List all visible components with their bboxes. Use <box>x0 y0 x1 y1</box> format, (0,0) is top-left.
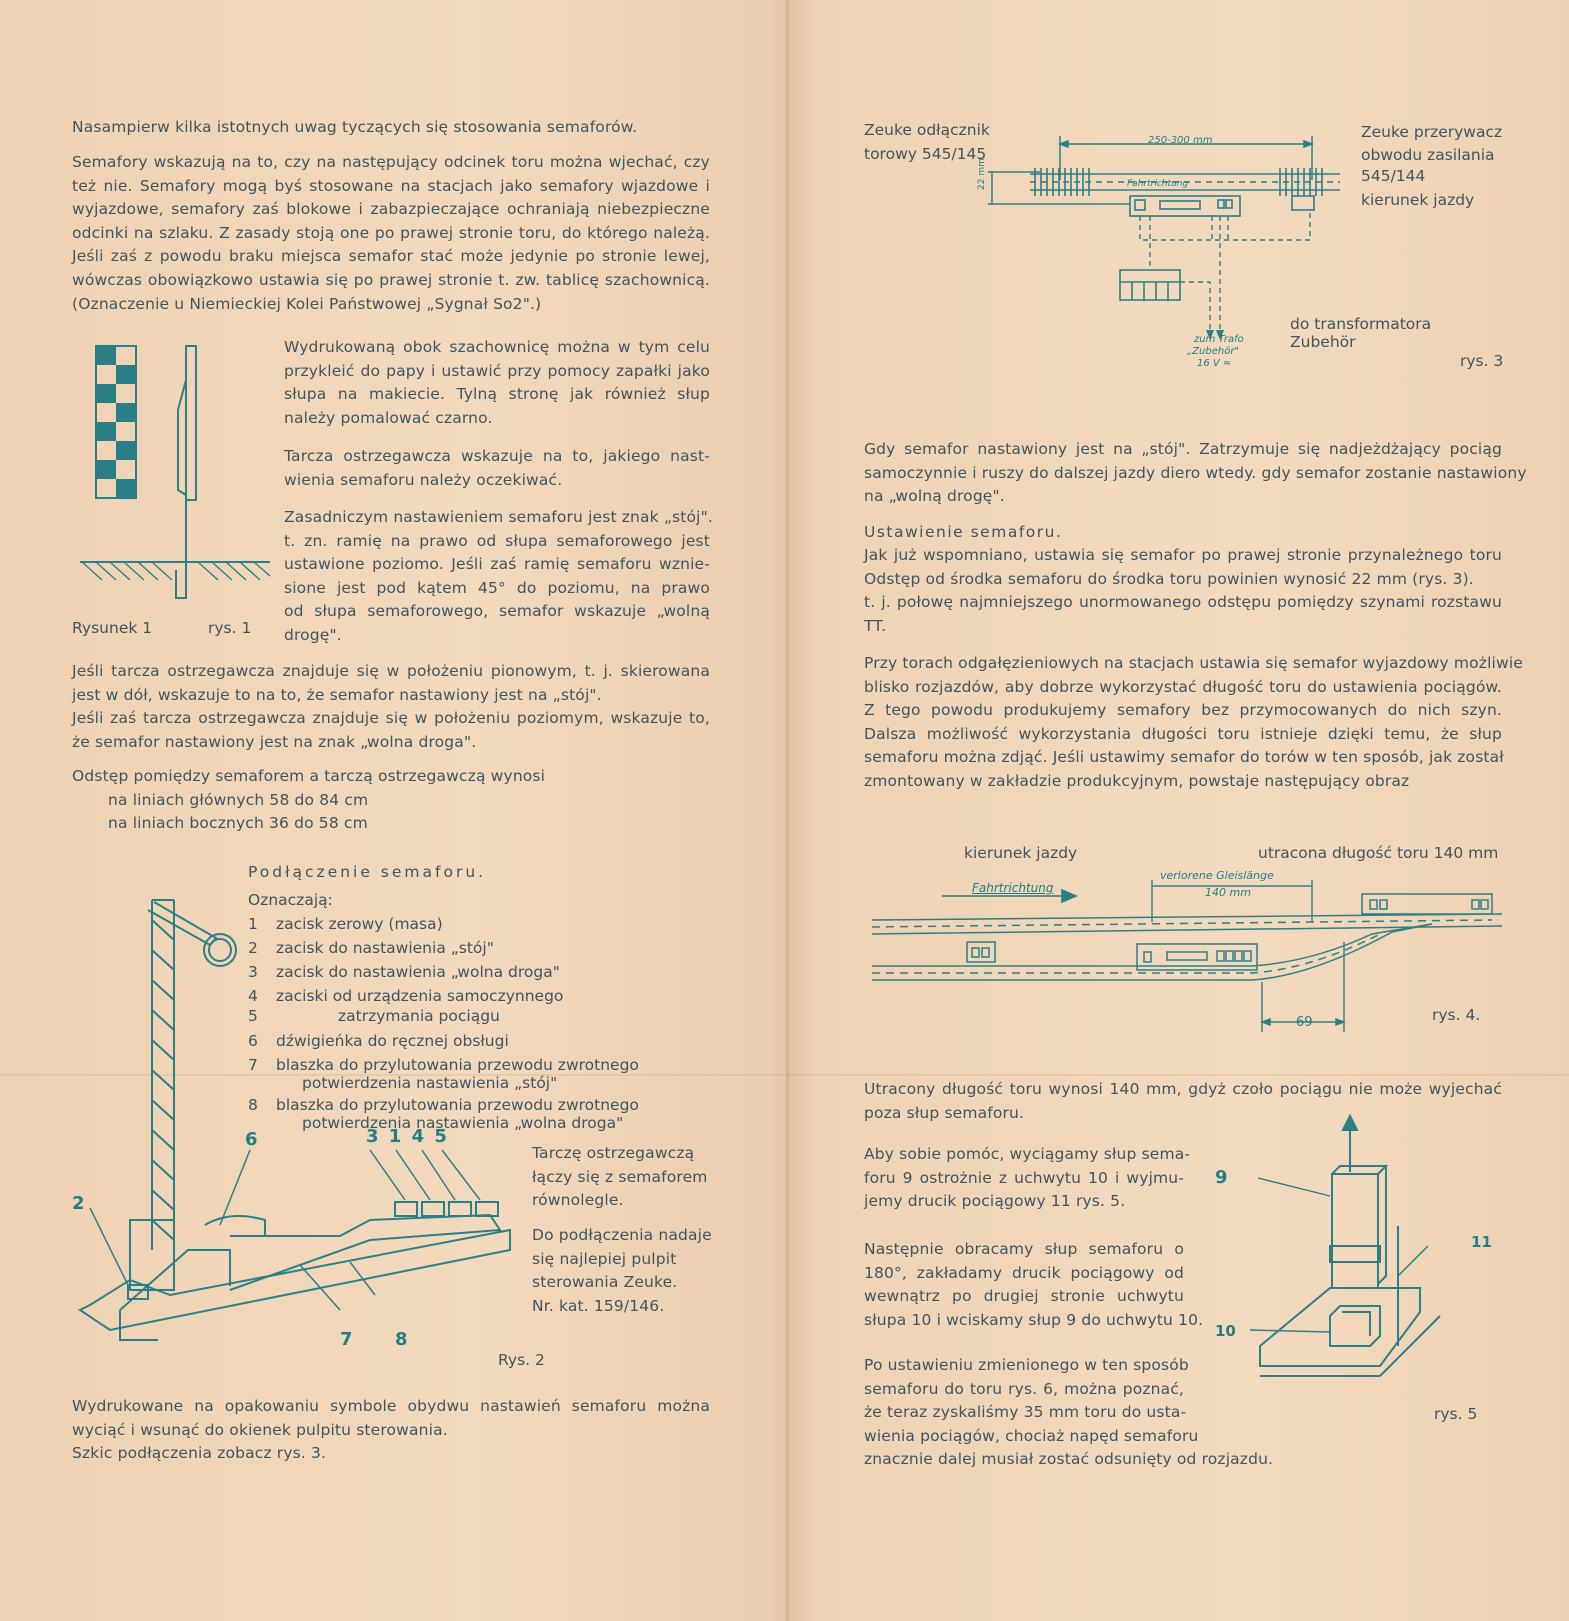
fig5-mast <box>1330 1166 1398 1346</box>
fig3-label-direction: kierunek jazdy <box>1361 191 1475 209</box>
paragraph-distance: Odstęp pomiędzy semaforem a tarczą ostrzegawczą wynosi na liniach głównych 58 do 84 cm na liniach bocznych 36 do 58 cm <box>72 767 546 833</box>
legend-text: zacisk do nastawienia „wolna droga" <box>276 963 560 981</box>
paragraph-basic-setting: Zasadniczym nastawieniem semaforu jest znak „stój". t. zn. ramię na prawo od słupa semaforowego jest ustawione poziomo. Jeśli zaś ramię semaforu wznie- sione jest pod kątem 45° do poziomu, na prawo od słupa semaforowego, semafor wskazuje „wolną drogę". <box>284 508 713 644</box>
figure-4-track-layout <box>872 862 1502 1032</box>
fig3-fahrtrichtung: Fahrtrichtung <box>1127 179 1189 189</box>
legend-number: 1 <box>248 915 258 933</box>
figure-1-checkerboard <box>80 340 280 610</box>
intro-heading: Nasampierw kilka istotnych uwag tyczących się stosowania semaforów. <box>72 118 638 136</box>
legend-number: 4 <box>248 987 258 1005</box>
paragraph-symbols: Wydrukowane na opakowaniu symbole obydwu nastawień semaforu można wyciąć i wsunąć do okienek pulpitu sterowania. Szkic podłączenia zobacz rys. 3. <box>72 1397 710 1463</box>
legend-intro: Oznaczają: <box>248 891 333 909</box>
figure-3-wiring-diagram <box>980 130 1340 360</box>
paragraph-branch-tracks: Przy torach odgałęzieniowych na stacjach ustawia się semafor wyjazdowy możliwie blisko rozjazdów, aby dobrze wykorzystać długość toru do ustawienia pociągów. Z tego powodu produkujemy semafory bez przymocowanych do nich szyn. Dalsza możliwość wykorzystania długości toru istnieje dzięki temu, że słup semaforu można zdjąć. Jeśli ustawimy semafor do torów w ten sposób, jak został zmontowany w zakładzie produkcyjnym, powstaje następujący obraz <box>864 654 1523 790</box>
fig3-label-interrupter-number: 545/144 <box>1361 167 1426 185</box>
fig4-caption: rys. 4. <box>1432 1006 1481 1024</box>
figure-2-number-7: 7 <box>340 1329 353 1350</box>
paragraph-pull-mast: Aby sobie pomóc, wyciągamy słup sema- foru 9 ostrożnie z uchwytu 10 i wyjmu- jemy drucik pociągowy 11 rys. 5. <box>864 1145 1191 1211</box>
fig3-dimension-label: 250-300 mm <box>1148 135 1213 146</box>
figure-2-numbers-3145: 3 1 4 5 <box>366 1126 449 1147</box>
paragraph-warning-disc: Tarcza ostrzegawcza wskazuje na to, jakiego nast- wienia semaforu należy oczekiwać. <box>284 447 710 489</box>
fig5-leader-lines <box>1250 1178 1428 1332</box>
legend-number: 5 <box>248 1007 258 1025</box>
side-text-control-panel: Do podłączenia nadaje się najlepiej pulpit sterowania Zeuke. Nr. kat. 159/146. <box>532 1226 712 1315</box>
figure-2-number-2: 2 <box>72 1193 85 1214</box>
legend-text: blaszka do przylutowania przewodu zwrotnego <box>276 1056 639 1074</box>
fig5-arrow <box>1343 1116 1357 1172</box>
legend-number: 8 <box>248 1096 258 1114</box>
legend-text: blaszka do przylutowania przewodu zwrotnego <box>276 1096 639 1114</box>
fig4-dimension-69: 69 <box>1296 1015 1313 1030</box>
legend-text: zaciski od urządzenia samoczynnego <box>276 987 564 1005</box>
legend-text: potwierdzenia nastawienia „wolna droga" <box>302 1114 624 1132</box>
figure-2-semaphore <box>70 890 510 1360</box>
paragraph-stop: Gdy semafor nastawiony jest na „stój". Zatrzymuje się nadjeżdżający pociąg samoczynnie i ruszy do dalszej jazdy diero wtedy. gdy semafor zostanie nastawiony na „wolną drogę". <box>864 440 1527 506</box>
fig3-label-interrupter: Zeuke przerywacz <box>1361 123 1503 141</box>
setup-heading: Ustawienie semaforu. <box>864 523 1063 541</box>
fig3-zubehor: Zubehör <box>1290 333 1356 351</box>
fig3-label-isolator: Zeuke odłącznik <box>864 121 990 139</box>
semaphore-base <box>80 1202 510 1340</box>
figure-2-number-8: 8 <box>395 1329 408 1350</box>
legend-number: 7 <box>248 1056 258 1074</box>
fig4-fahrtrichtung: Fahrtrichtung <box>972 881 1054 895</box>
fig4-label-direction: kierunek jazdy <box>964 844 1078 862</box>
legend-text: zatrzymania pociągu <box>338 1007 500 1025</box>
paragraph-checkerboard: Wydrukowaną obok szachownicę można w tym celu przykleić do papy i ustawić przy pomocy zapałki jako słupa na makiecie. Tylną stronę jak również słup należy pomalować czarno. <box>284 338 710 427</box>
paragraph-semaphores: Semafory wskazują na to, czy na następujący odcinek toru można wjechać, czy też nie. Semafory mogą byś stosowane na stacjach jako semafory wjazdowe i wyjazdowe, semafory zaś blokowe i zabazpieczające ochraniają niebezpieczne odcinki na szlaku. Z zasady stoją one po prawej stronie toru, do którego należą. Jeśli zaś z powodu braku miejsca semafor stać może jedynie po stronie lewej, wówczas obowiązkowo ustawia się po prawej stronie t. zw. tablicę szachownicą. (Oznaczenie u Niemieckiej Kolei Państwowej „Sygnał So2".) <box>72 153 710 313</box>
fig5-caption: rys. 5 <box>1434 1405 1478 1423</box>
fig3-semaphore-base <box>1130 196 1314 216</box>
fig5-number-9: 9 <box>1215 1167 1228 1188</box>
legend-text: dźwigieńka do ręcznej obsługi <box>276 1032 509 1050</box>
fig3-control-panel <box>1120 270 1180 300</box>
legend-text: zacisk do nastawienia „stój" <box>276 939 494 957</box>
paragraph-placement: Jak już wspomniano, ustawia się semafor po prawej stronie przynależnego toru Odstęp od środka semaforu do środka toru powinien wynosić 22 mm (rys. 3). t. j. połowę najmniejszego unormowanego odstępu pomiędzy szynami rozstawu TT. <box>864 546 1502 635</box>
fig3-trafo-2: „Zubehör" <box>1187 346 1240 357</box>
paragraph-disc-position: Jeśli tarcza ostrzegawcza znajduje się w położeniu pionowym, t. j. skierowana jest w dół, wskazuje to na to, że semafor nastawiony jest na „stój". Jeśli zaś tarcza ostrzegawcza znajduje się w położeniu poziomym, wskazuje to, że semafor nastawiony jest na znak „wolna droga". <box>72 662 710 751</box>
semaphore-mast <box>148 900 236 1250</box>
paragraph-rotate-mast: Następnie obracamy słup semaforu o 180°, zakładamy drucik pociągowy od wewnątrz po drugiej stronie uchwytu słupa 10 i wciskamy słup 9 do uchwytu 10. <box>864 1240 1204 1329</box>
fig5-number-11: 11 <box>1471 1233 1492 1251</box>
legend-number: 3 <box>248 963 258 981</box>
fig3-label-isolator-number: torowy 545/145 <box>864 145 987 163</box>
fig3-22mm-label: 22 mm <box>977 158 987 190</box>
legend-number: 2 <box>248 939 258 957</box>
fig3-trafo-3: 16 V ≈ <box>1197 358 1232 369</box>
paragraph-result: Po ustawieniu zmienionego w ten sposób semaforu do toru rys. 6, można poznać, że teraz zyskaliśmy 35 mm toru do usta- wienia pociągów, chociaż napęd semaforu znacznie dalej musiał zostać odsunięty od rozjazdu. <box>864 1356 1274 1469</box>
fig3-caption: rys. 3 <box>1460 352 1504 370</box>
checkerboard-pattern <box>96 346 136 498</box>
legend-text: zacisk zerowy (masa) <box>276 915 443 933</box>
fig3-label-interrupter-2: obwodu zasilania <box>1361 146 1495 164</box>
fig4-verlorene: verlorene Gleislänge <box>1160 869 1274 882</box>
legend-text: potwierdzenia nastawienia „stój" <box>302 1074 558 1092</box>
center-fold <box>786 0 789 1621</box>
paragraph-lost-length: Utracony długość toru wynosi 140 mm, gdyż czoło pociągu nie może wyjechać poza słup semaforu. <box>864 1080 1502 1122</box>
fig3-to-transformer: do transformatora <box>1290 315 1432 333</box>
fig5-number-10: 10 <box>1215 1322 1236 1340</box>
connection-heading: Podłączenie semaforu. <box>248 863 487 881</box>
figure-1-caption-left: Rysunek 1 <box>72 619 153 637</box>
figure-2-number-6: 6 <box>245 1129 258 1150</box>
legend-number: 6 <box>248 1032 258 1050</box>
figure-1-caption-right: rys. 1 <box>208 619 252 637</box>
fig4-label-lost-length: utracona długość toru 140 mm <box>1258 844 1499 862</box>
figure-2-caption: Rys. 2 <box>498 1351 545 1369</box>
fig4-verlorene-mm: 140 mm <box>1205 886 1251 899</box>
fig3-interrupter <box>1280 168 1322 196</box>
fig5-holder <box>1260 1288 1440 1376</box>
fig3-trafo-1: zum Trafo <box>1194 334 1244 345</box>
side-text-warning-disc: Tarczę ostrzegawczą łączy się z semaforem równolegle. <box>532 1144 708 1210</box>
